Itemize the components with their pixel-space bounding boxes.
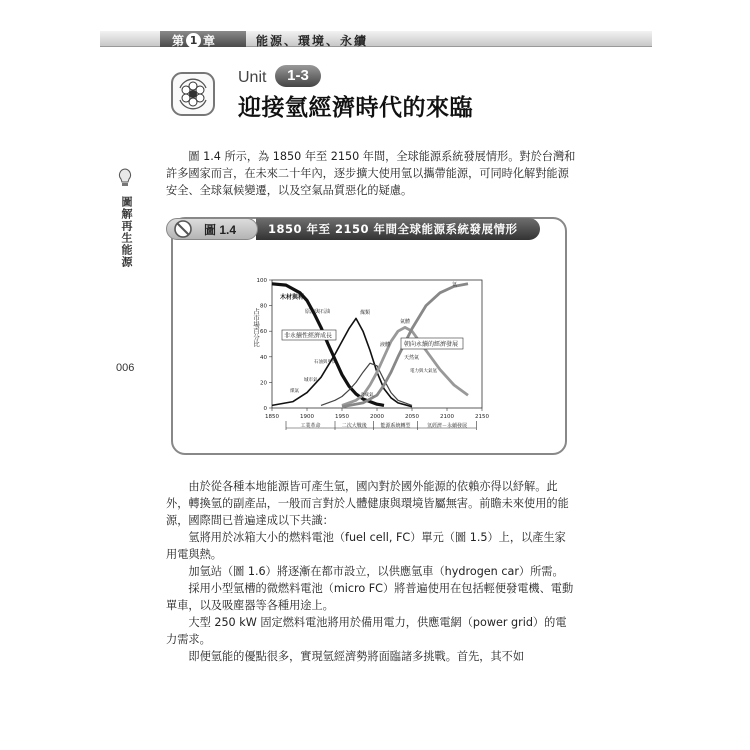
figure-label: 圖 1.4 [204, 223, 237, 237]
unit-number: 1-3 [275, 65, 321, 87]
era-label: 工業革命 [300, 423, 321, 429]
unit-label: Unit [238, 69, 267, 86]
body-paragraph-5: 大型 250 kW 固定燃料電池將用於備用電力，供應電網（power grid）的電力需求。 [166, 616, 567, 646]
label-natgas: 天然氣 [404, 355, 420, 361]
y-tick-label: 80 [260, 303, 267, 310]
label-city: 城市氣 [304, 378, 318, 383]
chapter-suffix: 章 [203, 34, 216, 48]
label-power: 電力與大氣氫 [410, 369, 437, 374]
figure-title: 1850 年至 2150 年間全球能源系統發展情形 [268, 222, 518, 236]
y-tick-label: 40 [260, 354, 267, 361]
chapter-number: 1 [186, 33, 201, 48]
label-gas: 氣體 [400, 319, 411, 325]
body-paragraph-3: 加氫站（圖 1.6）將逐漸在都市設立，以供應氫車（hydrogen car）所需。 [188, 565, 564, 578]
intro-paragraph [166, 148, 576, 199]
intro-text: 圖 1.4 所示，為 1850 年至 2150 年間，全球能源系統發展情形。對於台灣和許多國家而言，在未來二十年內，逐步擴大使用氫以攜帶能源，可同時化解對能源安全、全球氣候變遷，以及空氣品質惡化的疑慮。 [166, 150, 576, 197]
x-tick-label: 2150 [475, 414, 489, 420]
body-paragraph-1: 由於從各種本地能源皆可產生氫，國內對於國外能源的依賴亦得以紓解。此外，轉換氫的副產品，一般而言對於人體健康與環境皆屬無害。前瞻未來使用的能源，國際間已普遍達成以下共識： [166, 480, 569, 527]
body-paragraph-2: 氫將用於冰箱大小的燃料電池（fuel cell, FC）單元（圖 1.5）上，以產生家用電與熱。 [166, 531, 566, 561]
chapter-title: 能源、環境、永續 [256, 34, 369, 48]
label-sustainable: 朝向永續的經濟發展 [404, 341, 459, 348]
x-tick-label: 1950 [335, 414, 349, 420]
y-tick-label: 100 [256, 278, 267, 284]
label-nonsustainable: 非永續性經濟成長 [284, 332, 333, 340]
era-label: 二次大戰後 [341, 423, 367, 429]
label-oil: 原油與石油 [305, 309, 331, 315]
x-tick-label: 1850 [265, 414, 279, 420]
era-label: 氫經濟－永續發展 [426, 423, 468, 429]
flower-icon [171, 72, 215, 116]
era-label: 能源系統轉型 [380, 423, 411, 429]
body-text [166, 478, 576, 665]
x-tick-label: 2050 [405, 414, 419, 420]
body-paragraph-4: 採用小型氫槽的微燃料電池（micro FC）將普遍使用在包括輕便發電機、電動單車，以及吸塵器等各種用途上。 [166, 582, 574, 612]
label-h2: 氫 [452, 282, 458, 288]
label-wood: 木材與稈 [280, 294, 305, 301]
no-entry-icon [173, 219, 193, 239]
energy-share-chart [242, 268, 500, 436]
label-liquid: 液體 [380, 342, 391, 348]
label-coal: 煤類 [360, 310, 371, 316]
page-number: 006 [116, 362, 135, 374]
side-title: 圖解再生能源 [120, 196, 133, 268]
body-paragraph-6: 即便氫能的優點很多，實現氫經濟勢將面臨諸多挑戰。首先，其不如 [188, 650, 525, 663]
chapter-marker [172, 32, 215, 49]
unit-title: 迎接氫經濟時代的來臨 [238, 95, 473, 121]
y-tick-label: 60 [260, 329, 267, 336]
lightbulb-icon [118, 168, 132, 188]
x-tick-label: 2000 [370, 414, 384, 420]
label-coalgas: 煤氣 [290, 389, 299, 394]
y-tick-label: 0 [263, 406, 267, 412]
ylabel: 占市場百分比 [252, 308, 260, 347]
label-oilmethane: 石油與甲烷 [314, 360, 337, 365]
x-tick-label: 1900 [300, 414, 314, 420]
y-tick-label: 20 [260, 380, 267, 387]
x-tick-label: 2100 [440, 414, 454, 420]
chapter-prefix: 第 [172, 34, 185, 48]
label-syngas: 合成氣 [360, 393, 374, 398]
